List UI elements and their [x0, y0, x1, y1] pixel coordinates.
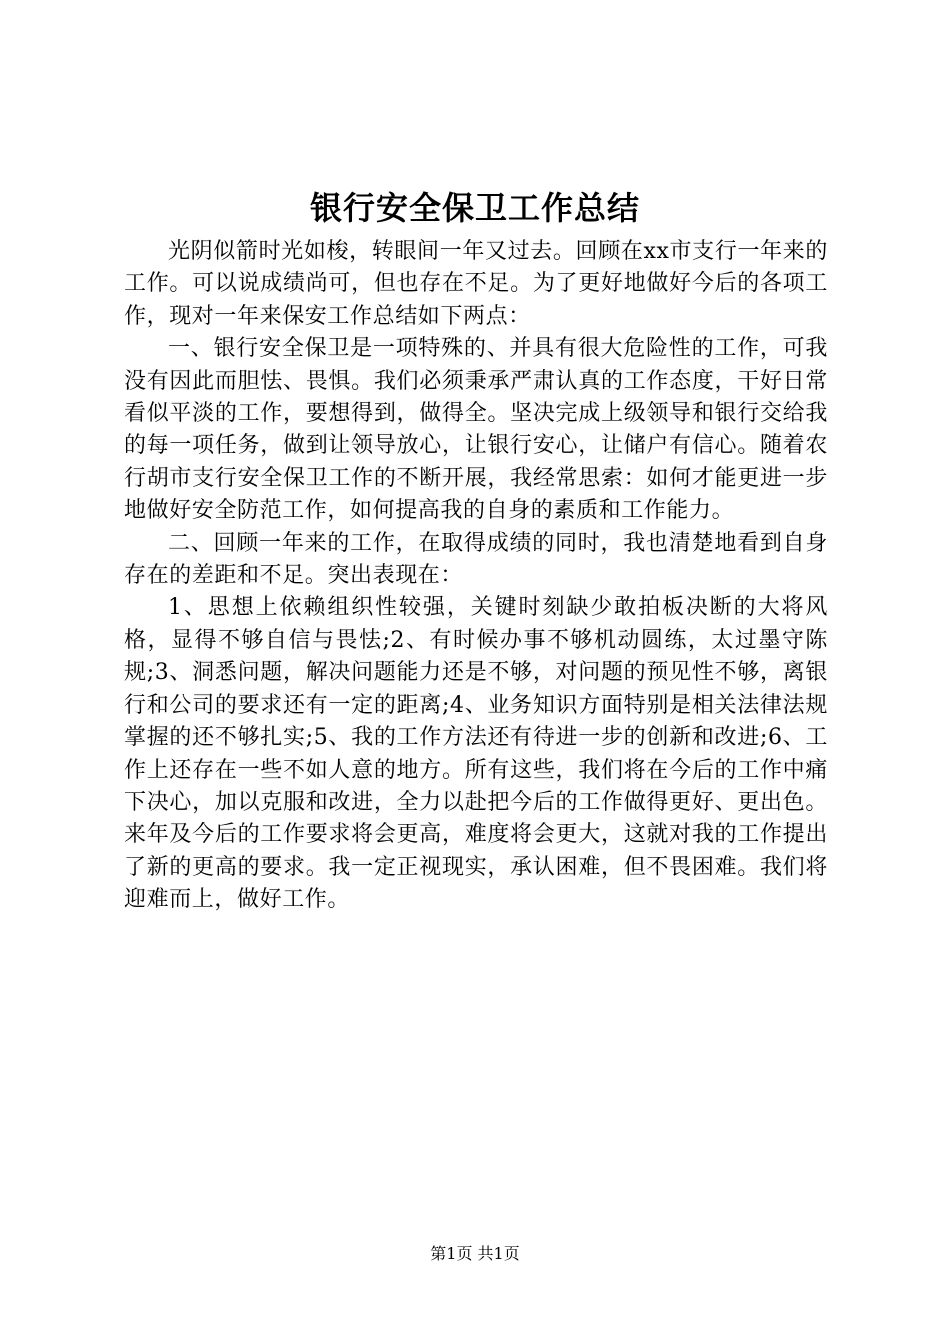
paragraph-section-two: 二、回顾一年来的工作，在取得成绩的同时，我也清楚地看到自身存在的差距和不足。突出表现在：: [124, 530, 828, 589]
paragraph-section-one: 一、银行安全保卫是一项特殊的、并具有很大危险性的工作，可我没有因此而胆怯、畏惧。我们必须秉承严肃认真的工作态度，干好日常看似平淡的工作，要想得到，做得全。坚决完成上级领导和银行交给我的每一项任务，做到让领导放心，让银行安心，让储户有信心。随着农行胡市支行安全保卫工作的不断开展，我经常思索：如何才能更进一步地做好安全防范工作，如何提高我的自身的素质和工作能力。: [124, 336, 828, 524]
document-title: 银行安全保卫工作总结: [309, 189, 640, 227]
paragraph-intro: 光阴似箭时光如梭，转眼间一年又过去。回顾在xx市支行一年来的工作。可以说成绩尚可，但也存在不足。为了更好地做好今后的各项工作，现对一年来保安工作总结如下两点：: [124, 239, 828, 329]
paragraph-shortcomings-list: 1、思想上依赖组织性较强，关键时刻缺少敢拍板决断的大将风格，显得不够自信与畏怯;2、有时候办事不够机动圆练，太过墨守陈规;3、洞悉问题，解决问题能力还是不够，对问题的预见性不够，离银行和公司的要求还有一定的距离;4、业务知识方面特别是相关法律法规掌握的还不够扎实;5、我的工作方法还有待进一步的创新和改进;6、工作上还存在一些不如人意的地方。所有这些，我们将在今后的工作中痛下决心，加以克服和改进，全力以赴把今后的工作做得更好、更出色。来年及今后的工作要求将会更高，难度将会更大，这就对我的工作提出了新的更高的要求。我一定正视现实，承认困难，但不畏困难。我们将迎难而上，做好工作。: [124, 595, 828, 913]
document-body: [124, 236, 828, 917]
page-number-footer: 第1页 共1页: [430, 1244, 520, 1263]
